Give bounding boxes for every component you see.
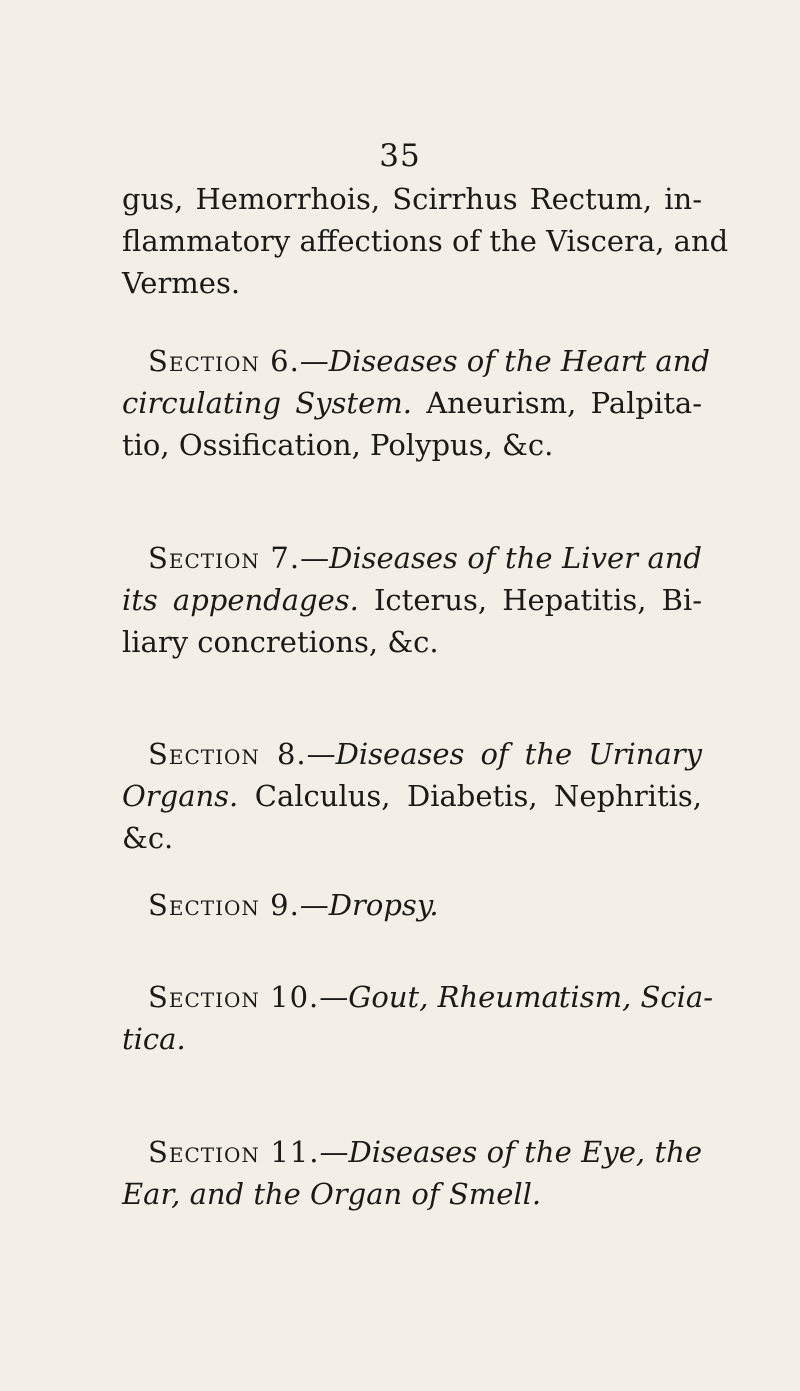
section-11-entry — [122, 1131, 702, 1215]
section-title: Dropsy. — [328, 888, 439, 922]
section-title: Diseases of the Urinary — [335, 737, 703, 771]
text-line — [122, 884, 702, 926]
em-dash: — — [300, 541, 330, 575]
section-title: Diseases of the Eye, the — [348, 1135, 702, 1169]
section-label: Section 8. — [148, 737, 307, 771]
text-line — [122, 537, 702, 579]
section-label: Section 6. — [148, 344, 300, 378]
section-title: Gout, Rheumatism, Scia- — [348, 980, 714, 1014]
em-dash: — — [306, 737, 336, 771]
text-line: tica. — [122, 1022, 186, 1056]
section-label: Section 10. — [148, 980, 320, 1014]
section-8-entry — [122, 733, 702, 859]
text-line — [122, 733, 702, 775]
em-dash: — — [319, 980, 349, 1014]
page-number: 35 — [379, 138, 421, 174]
section-7-entry — [122, 537, 702, 663]
section-10-entry — [122, 976, 714, 1060]
section-6-entry — [122, 340, 710, 466]
section-body: Calculus, Diabetis, Nephritis, — [238, 779, 702, 813]
text-line — [122, 382, 702, 424]
em-dash: — — [299, 888, 329, 922]
section-label: Section 9. — [148, 888, 300, 922]
section-label: Section 11. — [148, 1135, 320, 1169]
text-line — [122, 976, 714, 1018]
section-label: Section 7. — [148, 541, 301, 575]
text-line: gus, Hemorrhois, Scirrhus Rectum, in- — [122, 182, 702, 216]
section-title: Diseases of the Liver and — [329, 541, 702, 575]
em-dash: — — [319, 1135, 349, 1169]
section-9-entry — [122, 884, 702, 926]
section-body: Aneurism, Palpita- — [411, 386, 702, 420]
section-title-cont: Organs. — [122, 779, 239, 813]
section-title: Diseases of the Heart and — [328, 344, 710, 378]
text-line: flammatory affections of the Viscera, and — [122, 224, 729, 258]
text-line: liary concretions, &c. — [122, 625, 439, 659]
section-body: Icterus, Hepatitis, Bi- — [358, 583, 702, 617]
em-dash: — — [299, 344, 329, 378]
section-title-cont: circulating System. — [122, 386, 412, 420]
text-line: Vermes. — [122, 266, 241, 300]
text-line — [122, 579, 702, 621]
paragraph-continuation — [122, 178, 729, 304]
section-title-cont: its appendages. — [122, 583, 359, 617]
text-line — [122, 340, 710, 382]
text-line — [122, 775, 702, 817]
text-line: Ear, and the Organ of Smell. — [122, 1177, 542, 1211]
text-line: tio, Ossification, Polypus, &c. — [122, 428, 554, 462]
text-line — [122, 1131, 702, 1173]
text-line: &c. — [122, 821, 174, 855]
